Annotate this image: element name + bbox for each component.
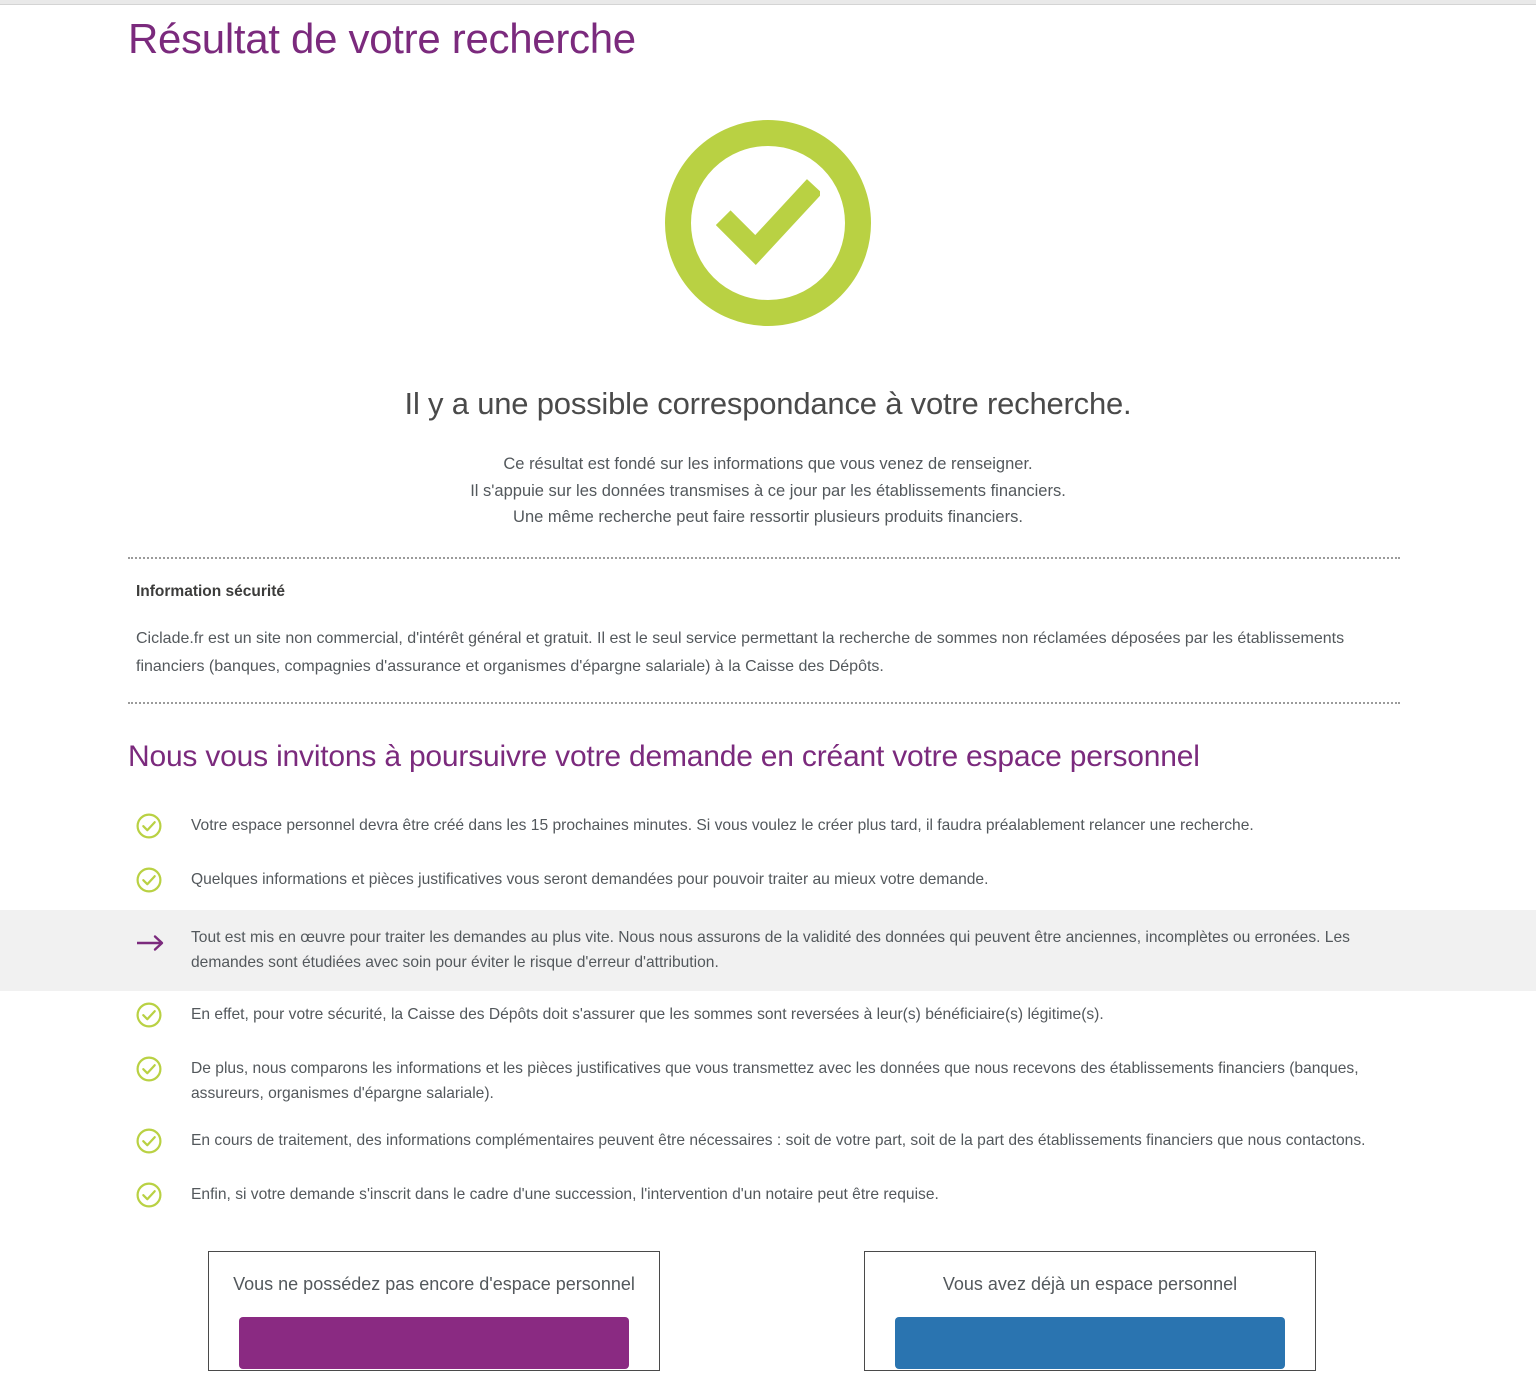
list-item	[0, 802, 1536, 856]
check-circle-icon	[136, 813, 162, 839]
login-button[interactable]	[895, 1317, 1285, 1369]
cta-box-create-account	[208, 1251, 660, 1371]
security-info-block	[128, 559, 1400, 701]
result-headline: Il y a une possible correspondance à votre recherche.	[404, 386, 1132, 422]
check-circle-icon	[136, 1002, 162, 1028]
list-item-text: Votre espace personnel devra être créé dans les 15 prochaines minutes. Si vous voulez le créer plus tard, il faudra préalablement relancer une recherche.	[191, 816, 1254, 834]
invite-list	[0, 802, 1536, 1225]
list-item-text: De plus, nous comparons les informations et les pièces justificatives que vous transmettez avec les données que nous recevons des établissements financiers (banques, assureurs, organismes d'épargne salariale).	[191, 1060, 1359, 1103]
cta-label-create-account: Vous ne possédez pas encore d'espace personnel	[233, 1273, 635, 1294]
page-title: Résultat de votre recherche	[128, 15, 636, 62]
list-item	[0, 1117, 1536, 1171]
check-circle-icon	[665, 120, 871, 326]
cta-label-existing-account: Vous avez déjà un espace personnel	[942, 1273, 1238, 1294]
page-content	[0, 6, 1536, 1371]
browser-chrome-strip	[0, 0, 1536, 5]
cta-box-existing-account	[864, 1251, 1316, 1371]
list-item	[0, 991, 1536, 1045]
list-item-text: Tout est mis en œuvre pour traiter les demandes au plus vite. Nous nous assurons de la validité des données qui peuvent être anciennes, incomplètes ou erronées. Les demandes sont étudiées avec soin pour éviter le risque d'erreur d'attribution.	[191, 928, 1350, 971]
list-item-text: Quelques informations et pièces justificatives vous seront demandées pour pouvoir traiter au mieux votre demande.	[191, 870, 989, 888]
list-item	[0, 1045, 1536, 1117]
divider-bottom	[128, 702, 1400, 704]
check-circle-icon	[136, 867, 162, 893]
list-item-text: Enfin, si votre demande s'inscrit dans le cadre d'une succession, l'intervention d'un notaire peut être requise.	[191, 1185, 939, 1203]
list-item	[0, 1171, 1536, 1225]
check-circle-icon	[136, 1182, 162, 1208]
arrow-right-icon	[136, 933, 162, 959]
cta-row	[0, 1251, 1536, 1371]
result-note-line: Il s'appuie sur les données transmises à ce jour par les établissements financiers.	[470, 481, 1066, 500]
list-item	[0, 856, 1536, 910]
security-info-body: Ciclade.fr est un site non commercial, d'intérêt général et gratuit. Il est le seul service permettant la recherche de sommes non réclamées déposées par les établissements financiers (banques, compagnies d'assurance et organismes d'épargne salariale) à la Caisse des Dépôts.	[136, 630, 1345, 675]
invite-heading: Nous vous invitons à poursuivre votre demande en créant votre espace personnel	[128, 739, 1200, 773]
check-circle-icon	[136, 1128, 162, 1154]
result-notes	[0, 451, 1536, 532]
result-note-line: Ce résultat est fondé sur les informations que vous venez de renseigner.	[503, 454, 1033, 473]
create-account-button[interactable]	[239, 1317, 629, 1369]
result-note-line: Une même recherche peut faire ressortir plusieurs produits financiers.	[513, 508, 1023, 527]
list-item-text: En effet, pour votre sécurité, la Caisse des Dépôts doit s'assurer que les sommes sont reversées à leur(s) bénéficiaire(s) légitime(s).	[191, 1006, 1104, 1024]
result-status-icon-wrap	[0, 120, 1536, 326]
security-info-title: Information sécurité	[136, 583, 285, 601]
list-item-highlighted	[0, 910, 1536, 992]
check-circle-icon	[136, 1056, 162, 1082]
list-item-text: En cours de traitement, des informations complémentaires peuvent être nécessaires : soit de votre part, soit de la part des établissements financiers que nous contactons.	[191, 1131, 1366, 1149]
